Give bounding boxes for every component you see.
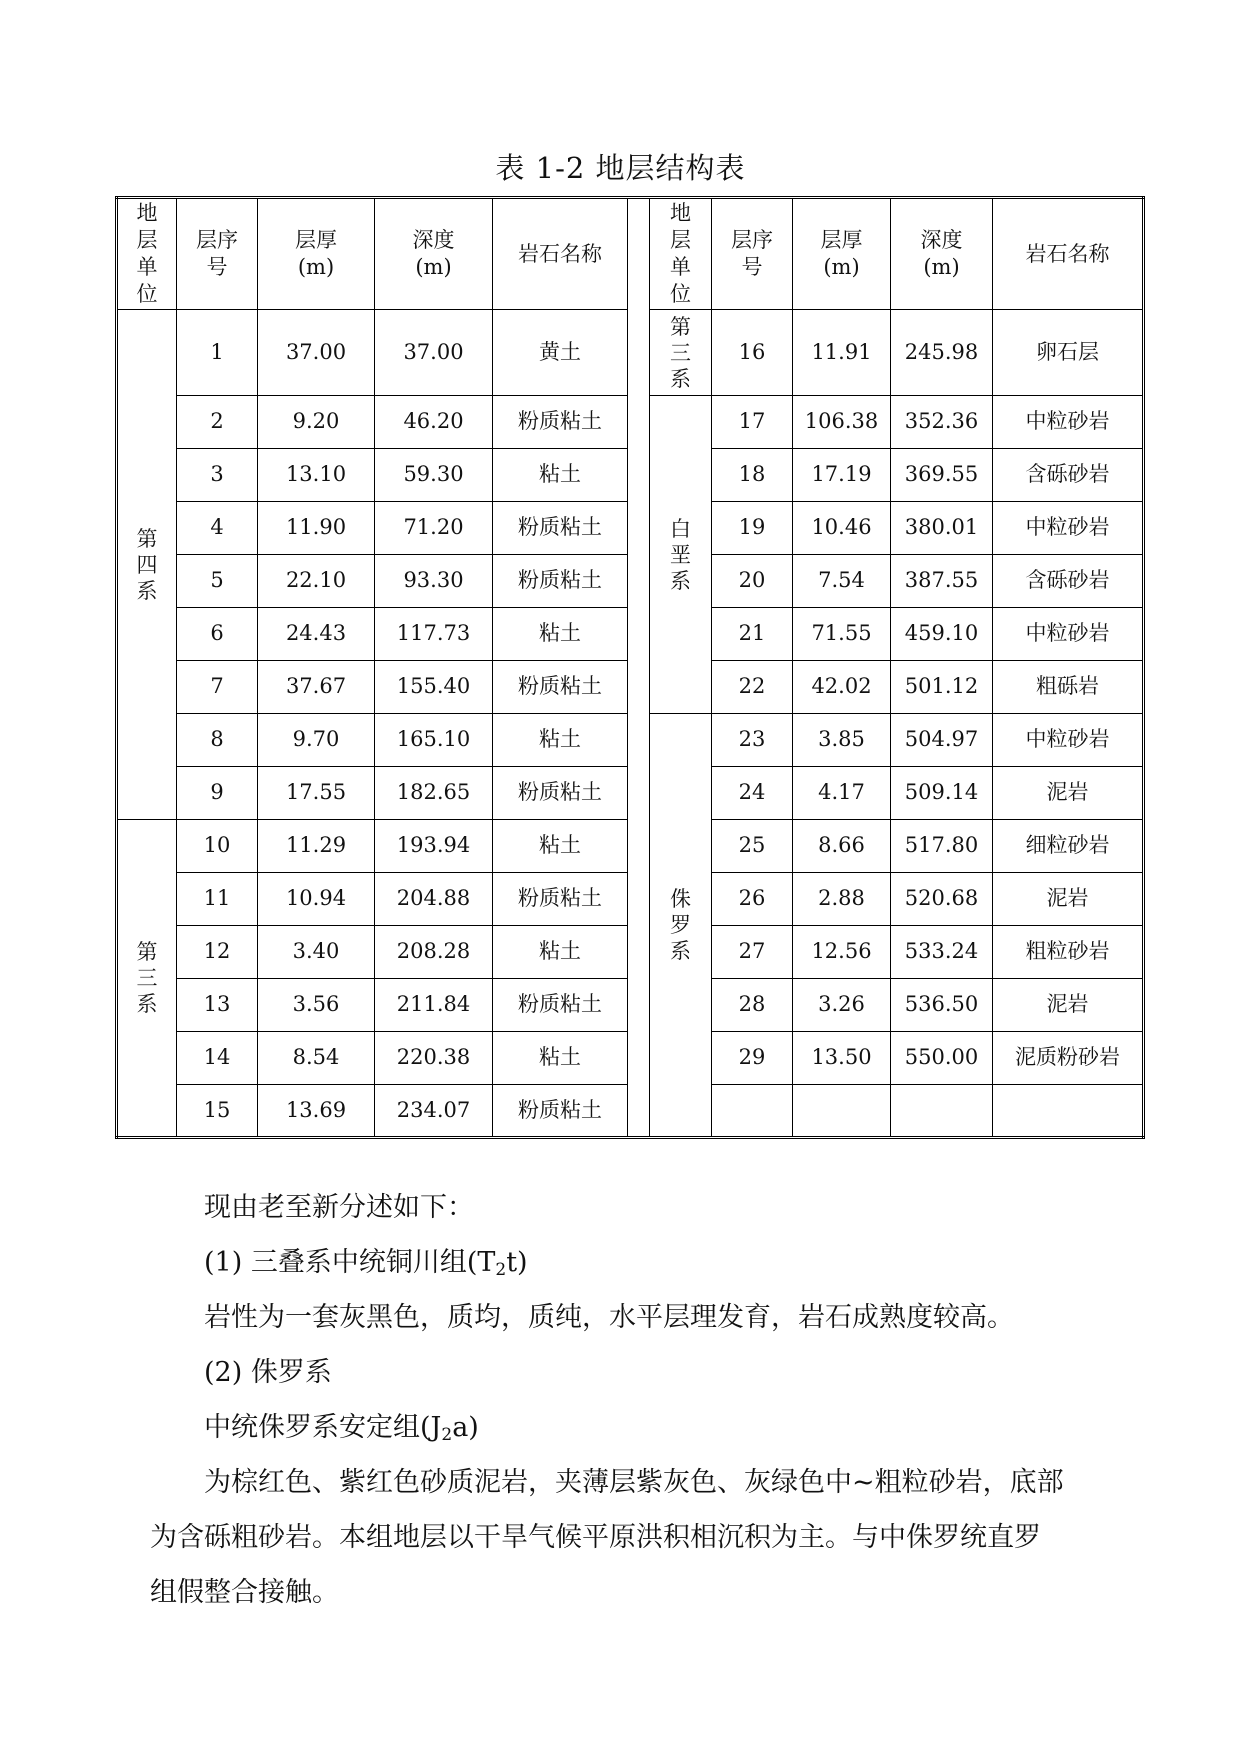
- right-seq-cell: 16: [712, 310, 793, 396]
- right-seq-cell: 18: [712, 449, 793, 502]
- right-seq-cell: 19: [712, 502, 793, 555]
- right-rock-cell: 细粒砂岩: [993, 820, 1144, 873]
- left-rock-cell: 粘土: [493, 1032, 628, 1085]
- right-seq-cell: 26: [712, 873, 793, 926]
- right-rock-cell: 含砾砂岩: [993, 555, 1144, 608]
- left-rock-cell: 粉质粘土: [493, 502, 628, 555]
- left-header-depth: 深度 (m): [375, 198, 493, 310]
- left-thickness-cell: 17.55: [258, 767, 375, 820]
- right-rock-cell: 含砾砂岩: [993, 449, 1144, 502]
- right-depth-cell: 536.50: [891, 979, 993, 1032]
- left-header-rock-name: 岩石名称: [493, 198, 628, 310]
- left-depth-cell: 37.00: [375, 310, 493, 396]
- right-seq-cell: 17: [712, 396, 793, 449]
- left-seq-cell: 10: [177, 820, 258, 873]
- section-2-description-line-2: 为含砾粗砂岩。本组地层以干旱气候平原洪积相沉积为主。与中侏罗统直罗: [150, 1522, 1041, 1553]
- left-header-seq: 层序 号: [177, 198, 258, 310]
- strata-table-body: [117, 198, 1144, 1138]
- right-thickness-cell: 3.85: [793, 714, 891, 767]
- right-rock-cell: 泥质粉砂岩: [993, 1032, 1144, 1085]
- left-seq-cell: 1: [177, 310, 258, 396]
- section-2-description-line-3: 组假整合接触。: [150, 1577, 339, 1608]
- right-depth-cell: 245.98: [891, 310, 993, 396]
- right-depth-cell: 387.55: [891, 555, 993, 608]
- right-seq-cell: 23: [712, 714, 793, 767]
- left-seq-cell: 14: [177, 1032, 258, 1085]
- left-thickness-cell: 9.20: [258, 396, 375, 449]
- left-rock-cell: 粉质粘土: [493, 661, 628, 714]
- left-thickness-cell: 24.43: [258, 608, 375, 661]
- right-depth-cell: 520.68: [891, 873, 993, 926]
- right-thickness-cell: 8.66: [793, 820, 891, 873]
- left-depth-cell: 204.88: [375, 873, 493, 926]
- right-depth-cell: 517.80: [891, 820, 993, 873]
- right-seq-cell: 24: [712, 767, 793, 820]
- right-seq-cell: [712, 1085, 793, 1138]
- right-seq-cell: 22: [712, 661, 793, 714]
- left-thickness-cell: 37.67: [258, 661, 375, 714]
- header-row: [117, 198, 1144, 310]
- left-thickness-cell: 13.10: [258, 449, 375, 502]
- left-seq-cell: 2: [177, 396, 258, 449]
- left-rock-cell: 粘土: [493, 926, 628, 979]
- section-2-description-line-1: 为棕红色、紫红色砂质泥岩，夹薄层紫灰色、灰绿色中~粗粒砂岩，底部: [204, 1467, 1064, 1498]
- left-unit-cell: 第 三 系: [117, 820, 177, 1138]
- right-depth-cell: 504.97: [891, 714, 993, 767]
- right-rock-cell: 泥岩: [993, 979, 1144, 1032]
- left-seq-cell: 6: [177, 608, 258, 661]
- left-depth-cell: 46.20: [375, 396, 493, 449]
- left-thickness-cell: 37.00: [258, 310, 375, 396]
- left-depth-cell: 117.73: [375, 608, 493, 661]
- left-depth-cell: 71.20: [375, 502, 493, 555]
- left-depth-cell: 193.94: [375, 820, 493, 873]
- left-seq-cell: 9: [177, 767, 258, 820]
- right-rock-cell: 中粒砂岩: [993, 502, 1144, 555]
- right-seq-cell: 27: [712, 926, 793, 979]
- right-depth-cell: 380.01: [891, 502, 993, 555]
- column-gap: [628, 198, 650, 1138]
- right-seq-cell: 21: [712, 608, 793, 661]
- right-thickness-cell: 13.50: [793, 1032, 891, 1085]
- left-depth-cell: 93.30: [375, 555, 493, 608]
- left-thickness-cell: 11.29: [258, 820, 375, 873]
- right-rock-cell: 中粒砂岩: [993, 714, 1144, 767]
- section-1-description: 岩性为一套灰黑色，质均，质纯，水平层理发育，岩石成熟度较高。: [204, 1302, 1014, 1333]
- left-depth-cell: 59.30: [375, 449, 493, 502]
- right-thickness-cell: 106.38: [793, 396, 891, 449]
- right-rock-cell: 粗粒砂岩: [993, 926, 1144, 979]
- left-depth-cell: 182.65: [375, 767, 493, 820]
- right-thickness-cell: 4.17: [793, 767, 891, 820]
- right-thickness-cell: 17.19: [793, 449, 891, 502]
- right-seq-cell: 20: [712, 555, 793, 608]
- left-header-unit: 地 层 单 位: [117, 198, 177, 310]
- left-thickness-cell: 8.54: [258, 1032, 375, 1085]
- section-1-heading: (1) 三叠系中统铜川组$(T_2t)$: [204, 1247, 528, 1280]
- right-header-rock-name: 岩石名称: [993, 198, 1144, 310]
- right-depth-cell: 533.24: [891, 926, 993, 979]
- right-thickness-cell: 2.88: [793, 873, 891, 926]
- left-seq-cell: 15: [177, 1085, 258, 1138]
- left-seq-cell: 13: [177, 979, 258, 1032]
- left-thickness-cell: 10.94: [258, 873, 375, 926]
- right-depth-cell: 459.10: [891, 608, 993, 661]
- right-rock-cell: 泥岩: [993, 873, 1144, 926]
- right-rock-cell: [993, 1085, 1144, 1138]
- left-rock-cell: 粉质粘土: [493, 873, 628, 926]
- left-rock-cell: 粉质粘土: [493, 1085, 628, 1138]
- left-rock-cell: 粉质粘土: [493, 767, 628, 820]
- description-section: [150, 1180, 1141, 1620]
- left-seq-cell: 3: [177, 449, 258, 502]
- left-thickness-cell: 22.10: [258, 555, 375, 608]
- right-thickness-cell: 11.91: [793, 310, 891, 396]
- section-2-heading: (2) 侏罗系: [204, 1357, 332, 1388]
- right-seq-cell: 29: [712, 1032, 793, 1085]
- table-title: 表 1-2 地层结构表: [495, 151, 746, 185]
- right-depth-cell: 501.12: [891, 661, 993, 714]
- right-seq-cell: 25: [712, 820, 793, 873]
- right-depth-cell: 509.14: [891, 767, 993, 820]
- right-thickness-cell: 42.02: [793, 661, 891, 714]
- left-header-thickness: 层厚 (m): [258, 198, 375, 310]
- left-rock-cell: 粘土: [493, 820, 628, 873]
- right-rock-cell: 粗砾岩: [993, 661, 1144, 714]
- left-thickness-cell: 11.90: [258, 502, 375, 555]
- left-rock-cell: 黄土: [493, 310, 628, 396]
- right-rock-cell: 中粒砂岩: [993, 396, 1144, 449]
- right-header-seq: 层序 号: [712, 198, 793, 310]
- left-thickness-cell: 9.70: [258, 714, 375, 767]
- left-seq-cell: 8: [177, 714, 258, 767]
- intro-paragraph: 现由老至新分述如下：: [204, 1192, 474, 1223]
- right-rock-cell: 中粒砂岩: [993, 608, 1144, 661]
- right-thickness-cell: 12.56: [793, 926, 891, 979]
- left-seq-cell: 5: [177, 555, 258, 608]
- left-depth-cell: 220.38: [375, 1032, 493, 1085]
- right-seq-cell: 28: [712, 979, 793, 1032]
- left-thickness-cell: 3.56: [258, 979, 375, 1032]
- right-depth-cell: 369.55: [891, 449, 993, 502]
- left-rock-cell: 粉质粘土: [493, 979, 628, 1032]
- left-unit-cell: 第 四 系: [117, 310, 177, 820]
- left-depth-cell: 208.28: [375, 926, 493, 979]
- left-thickness-cell: 13.69: [258, 1085, 375, 1138]
- left-seq-cell: 11: [177, 873, 258, 926]
- right-thickness-cell: 3.26: [793, 979, 891, 1032]
- left-depth-cell: 211.84: [375, 979, 493, 1032]
- right-unit-cell: 白 垩 系: [650, 396, 712, 714]
- left-rock-cell: 粉质粘土: [493, 555, 628, 608]
- left-rock-cell: 粘土: [493, 714, 628, 767]
- left-thickness-cell: 3.40: [258, 926, 375, 979]
- left-depth-cell: 155.40: [375, 661, 493, 714]
- right-depth-cell: [891, 1085, 993, 1138]
- left-seq-cell: 4: [177, 502, 258, 555]
- right-header-unit: 地 层 单 位: [650, 198, 712, 310]
- left-seq-cell: 7: [177, 661, 258, 714]
- right-depth-cell: 550.00: [891, 1032, 993, 1085]
- right-rock-cell: 卵石层: [993, 310, 1144, 396]
- right-unit-cell: 侏 罗 系: [650, 714, 712, 1138]
- right-thickness-cell: [793, 1085, 891, 1138]
- right-thickness-cell: 7.54: [793, 555, 891, 608]
- section-2-subheading: 中统侏罗系安定组$(J_2a)$: [204, 1412, 479, 1445]
- right-header-depth: 深度 (m): [891, 198, 993, 310]
- left-rock-cell: 粉质粘土: [493, 396, 628, 449]
- left-seq-cell: 12: [177, 926, 258, 979]
- right-rock-cell: 泥岩: [993, 767, 1144, 820]
- right-header-thickness: 层厚 (m): [793, 198, 891, 310]
- right-depth-cell: 352.36: [891, 396, 993, 449]
- right-unit-cell: 第 三 系: [650, 310, 712, 396]
- left-depth-cell: 234.07: [375, 1085, 493, 1138]
- left-depth-cell: 165.10: [375, 714, 493, 767]
- left-rock-cell: 粘土: [493, 449, 628, 502]
- strata-table: [115, 196, 1145, 1139]
- right-thickness-cell: 10.46: [793, 502, 891, 555]
- left-rock-cell: 粘土: [493, 608, 628, 661]
- right-thickness-cell: 71.55: [793, 608, 891, 661]
